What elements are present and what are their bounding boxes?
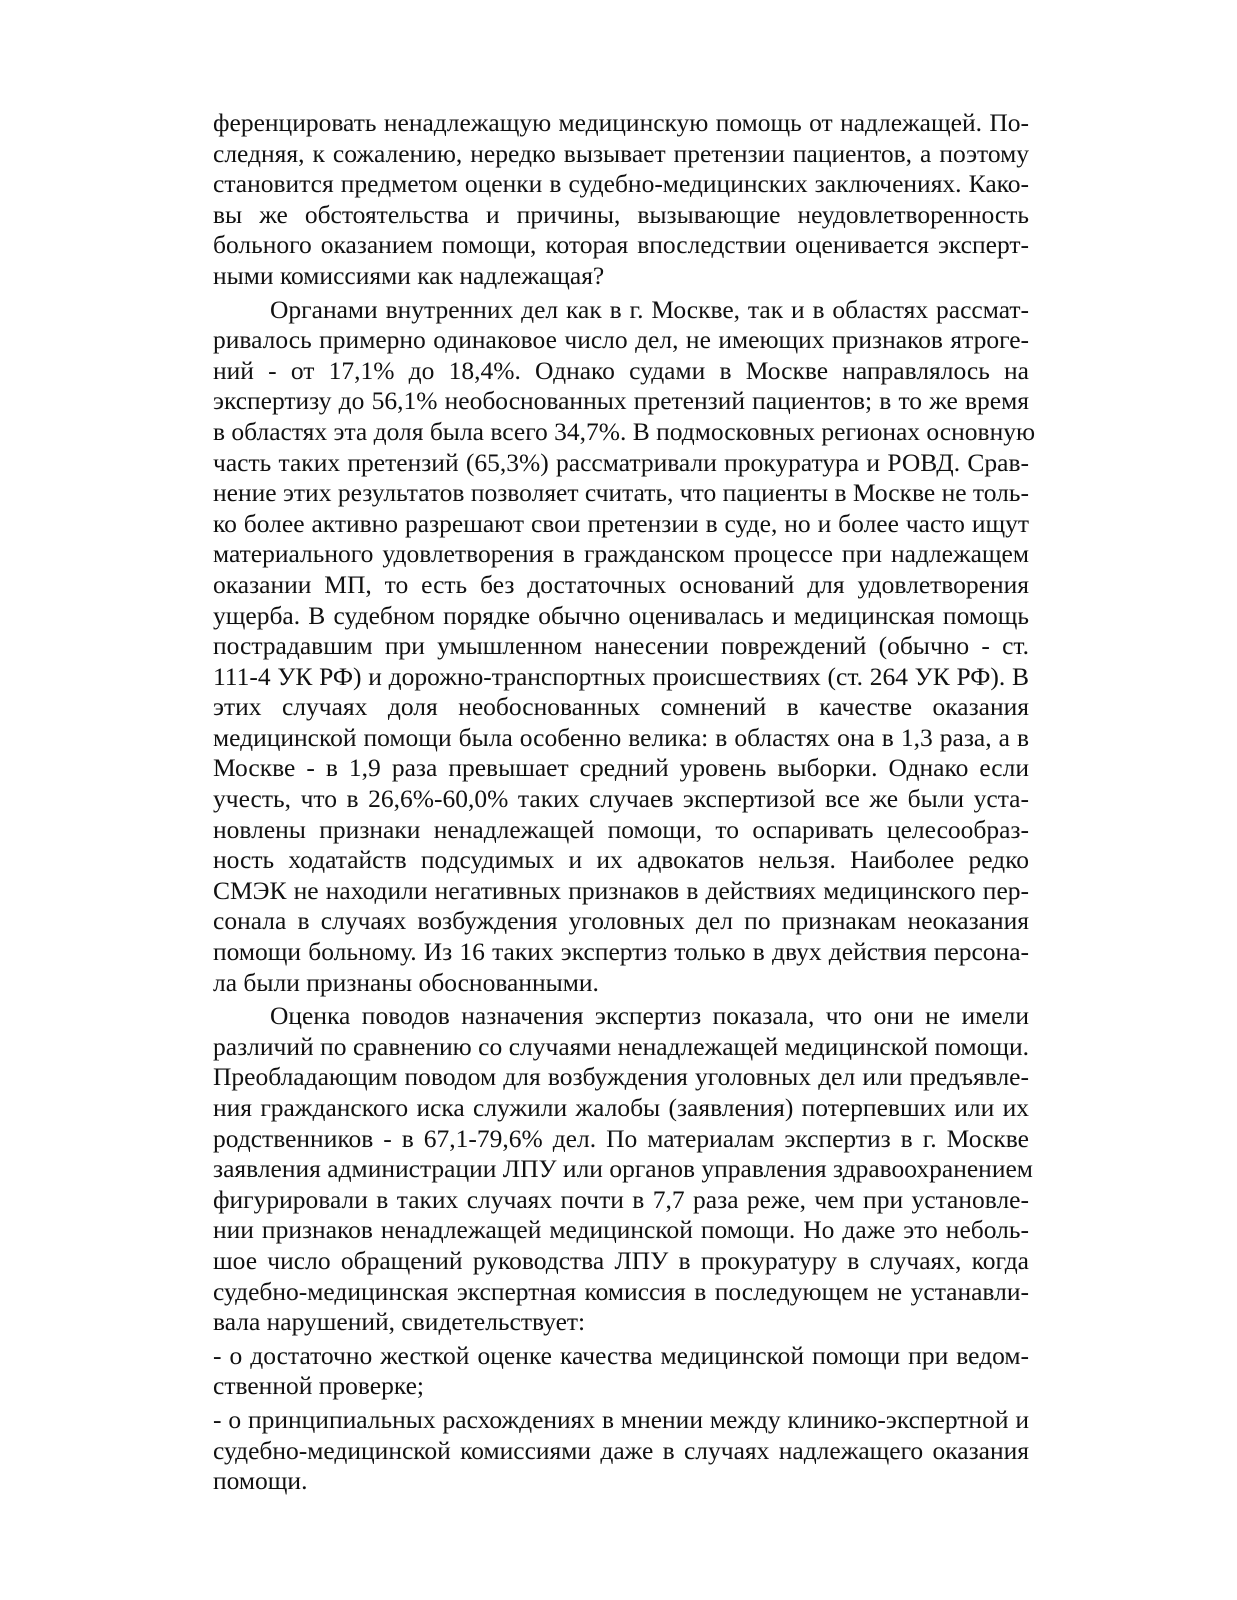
text-line: ния гражданского иска служили жалобы (заявления) потерпевших или их xyxy=(213,1093,1029,1122)
text-line: учесть, что в 26,6%-60,0% таких случаев экспертизой все же были уста- xyxy=(213,784,1029,814)
paragraph-1 xyxy=(213,108,1029,292)
document-page xyxy=(213,108,1036,1497)
text-line: помощи больному. Из 16 таких экспертиз только в двух действия персона- xyxy=(213,937,1029,967)
text-line: больного оказанием помощи, которая впоследствии оценивается эксперт- xyxy=(213,230,1029,260)
text-line: экспертизу до 56,1% необоснованных претензий пациентов; в то же время xyxy=(213,386,1029,416)
text-line: фигурировали в таких случаях почти в 7,7 раза реже, чем при установле- xyxy=(213,1184,1029,1214)
text-line: заявления администрации ЛПУ или органов управления здравоохранением xyxy=(213,1154,1033,1184)
list-item xyxy=(213,1405,1029,1497)
text-line: становится предметом оценки в судебно-медицинских заключениях. Како- xyxy=(213,169,1029,199)
text-line: ко более активно разрешают свои претензии в суде, но и более часто ищут xyxy=(213,508,1029,538)
text-line: нение этих результатов позволяет считать, что пациенты в Москве не толь- xyxy=(213,478,1029,508)
text-line: Москве - в 1,9 раза превышает средний уровень выборки. Однако если xyxy=(213,753,1029,783)
text-line: часть таких претензий (65,3%) рассматривали прокуратура и РОВД. Срав- xyxy=(213,447,1029,477)
text-line: нии признаков ненадлежащей медицинской помощи. Но даже это неболь- xyxy=(213,1215,1029,1245)
text-line: Органами внутренних дел как в г. Москве, так и в областях рассмат- xyxy=(270,294,1029,324)
text-line: пострадавшим при умышленном нанесении повреждений (обычно - ст. xyxy=(213,631,1029,661)
text-line: Преобладающим поводом для возбуждения уголовных дел или предъявле- xyxy=(213,1062,1029,1092)
list-item xyxy=(213,1341,1029,1402)
paragraph-3 xyxy=(213,1001,1033,1338)
text-line: вы же обстоятельства и причины, вызывающие неудовлетворенность xyxy=(213,199,1029,229)
text-line: Оценка поводов назначения экспертиз показала, что они не имели xyxy=(270,1001,1029,1031)
text-line: различий по сравнению со случаями ненадлежащей медицинской помощи. xyxy=(213,1031,1029,1061)
text-line: ность ходатайств подсудимых и их адвокатов нельзя. Наиболее редко xyxy=(213,845,1029,875)
text-line: ла были признаны обоснованными. xyxy=(213,967,599,997)
text-line: судебно-медицинской комиссиями даже в случаях надлежащего оказания xyxy=(213,1435,1029,1465)
text-line: сонала в случаях возбуждения уголовных дел по признакам неоказания xyxy=(213,906,1029,936)
text-line: следняя, к сожалению, нередко вызывает претензии пациентов, а поэтому xyxy=(213,138,1029,168)
text-line: этих случаях доля необоснованных сомнений в качестве оказания xyxy=(213,692,1029,722)
text-line: материального удовлетворения в гражданском процессе при надлежащем xyxy=(213,539,1029,569)
text-line: ными комиссиями как надлежащая? xyxy=(213,260,605,290)
text-line: оказании МП, то есть без достаточных оснований для удовлетворения xyxy=(213,569,1029,599)
text-line: вала нарушений, свидетельствует: xyxy=(213,1307,586,1337)
text-line: ственной проверке; xyxy=(213,1371,424,1401)
text-line: ущерба. В судебном порядке обычно оценивалась и медицинская помощь xyxy=(213,600,1029,630)
text-line: в областях эта доля была всего 34,7%. В подмосковных регионах основную xyxy=(213,416,1036,446)
text-line: шое число обращений руководства ЛПУ в прокуратуру в случаях, когда xyxy=(213,1245,1029,1275)
text-line: ференцировать ненадлежащую медицинскую помощь от надлежащей. По- xyxy=(213,108,1029,137)
text-line: судебно-медицинская экспертная комиссия в последующем не устанавли- xyxy=(213,1276,1029,1306)
text-line: 111-4 УК РФ) и дорожно-транспортных происшествиях (ст. 264 УК РФ). В xyxy=(213,661,1029,691)
text-line: - о достаточно жесткой оценке качества медицинской помощи при ведом- xyxy=(213,1340,1029,1370)
text-line: новлены признаки ненадлежащей помощи, то оспаривать целесообраз- xyxy=(213,814,1029,844)
text-line: медицинской помощи была особенно велика: в областях она в 1,3 раза, а в xyxy=(213,722,1029,752)
text-line: СМЭК не находили негативных признаков в действиях медицинского пер- xyxy=(213,875,1029,905)
text-line: - о принципиальных расхождениях в мнении между клинико-экспертной и xyxy=(213,1404,1029,1434)
text-line: родственников - в 67,1-79,6% дел. По материалам экспертиз в г. Москве xyxy=(213,1123,1029,1153)
text-line: помощи. xyxy=(213,1466,308,1496)
paragraph-2 xyxy=(213,294,1036,999)
text-line: ривалось примерно одинаковое число дел, не имеющих признаков ятроге- xyxy=(213,325,1029,355)
text-line: ний - от 17,1% до 18,4%. Однако судами в Москве направлялось на xyxy=(213,355,1029,385)
